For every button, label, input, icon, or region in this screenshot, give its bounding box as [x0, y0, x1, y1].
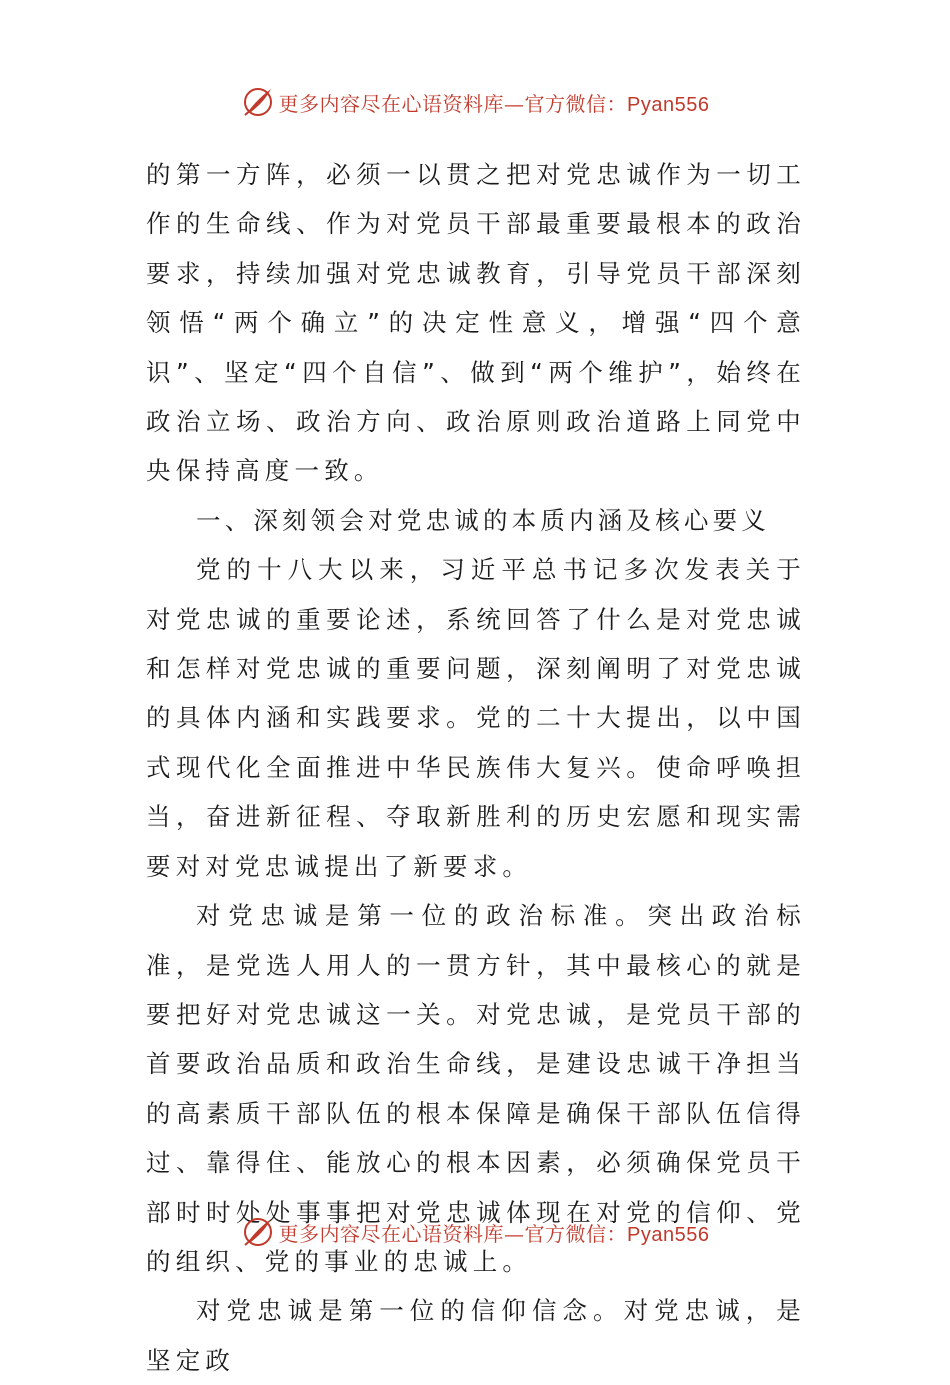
- paragraph-continuation: 的第一方阵，必须一以贯之把对党忠诚作为一切工作的生命线、作为对党员干部最重要最根本的政治要求，持续加强对党忠诚教育，引导党员干部深刻领悟“两个确立”的决定性意义，增强“四个意识”、坚定“四个自信”、做到“两个维护”，始终在政治立场、政治方向、政治原则政治道路上同党中央保持高度一致。: [146, 160, 806, 486]
- watermark-text: [279, 1218, 710, 1247]
- watermark-wechat-id: Pyan556: [627, 1223, 710, 1246]
- watermark-banner-top: [0, 82, 950, 122]
- paragraph: 党的十八大以来，习近平总书记多次发表关于对党忠诚的重要论述，系统回答了什么是对党忠诚和怎样对党忠诚的重要问题，深刻阐明了对党忠诚的具体内涵和实践要求。党的二十大提出，以中国式现代化全面推进中华民族伟大复兴。使命呼唤担当，奋进新征程、夺取新胜利的历史宏愿和现实需要对对党忠诚提出了新要求。: [146, 555, 806, 881]
- document-body: [146, 150, 806, 1385]
- quill-pen-logo-icon: [241, 1215, 275, 1249]
- watermark-banner-bottom: [0, 1212, 950, 1252]
- paragraph: 对党忠诚是第一位的政治标准。突出政治标准，是党选人用人的一贯方针，其中最核心的就是要把好对党忠诚这一关。对党忠诚，是党员干部的首要政治品质和政治生命线，是建设忠诚干净担当的高素质干部队伍的根本保障是确保干部队伍信得过、靠得住、能放心的根本因素，必须确保党员干部时时处处事事把对党忠诚体现在对党的信仰、党的组织、党的事业的忠诚上。: [146, 901, 806, 1276]
- section-heading: 一、深刻领会对党忠诚的本质内涵及核心要义: [196, 505, 770, 535]
- paragraph: 对党忠诚是第一位的信仰信念。对党忠诚，是坚定政: [146, 1296, 806, 1375]
- watermark-site-text: 更多内容尽在心语资料库—官方微信：: [278, 91, 628, 116]
- watermark-site-text: 更多内容尽在心语资料库—官方微信：: [278, 1221, 628, 1246]
- watermark-wechat-id: Pyan556: [627, 93, 710, 116]
- watermark-text: [279, 88, 710, 117]
- quill-pen-logo-icon: [241, 85, 275, 119]
